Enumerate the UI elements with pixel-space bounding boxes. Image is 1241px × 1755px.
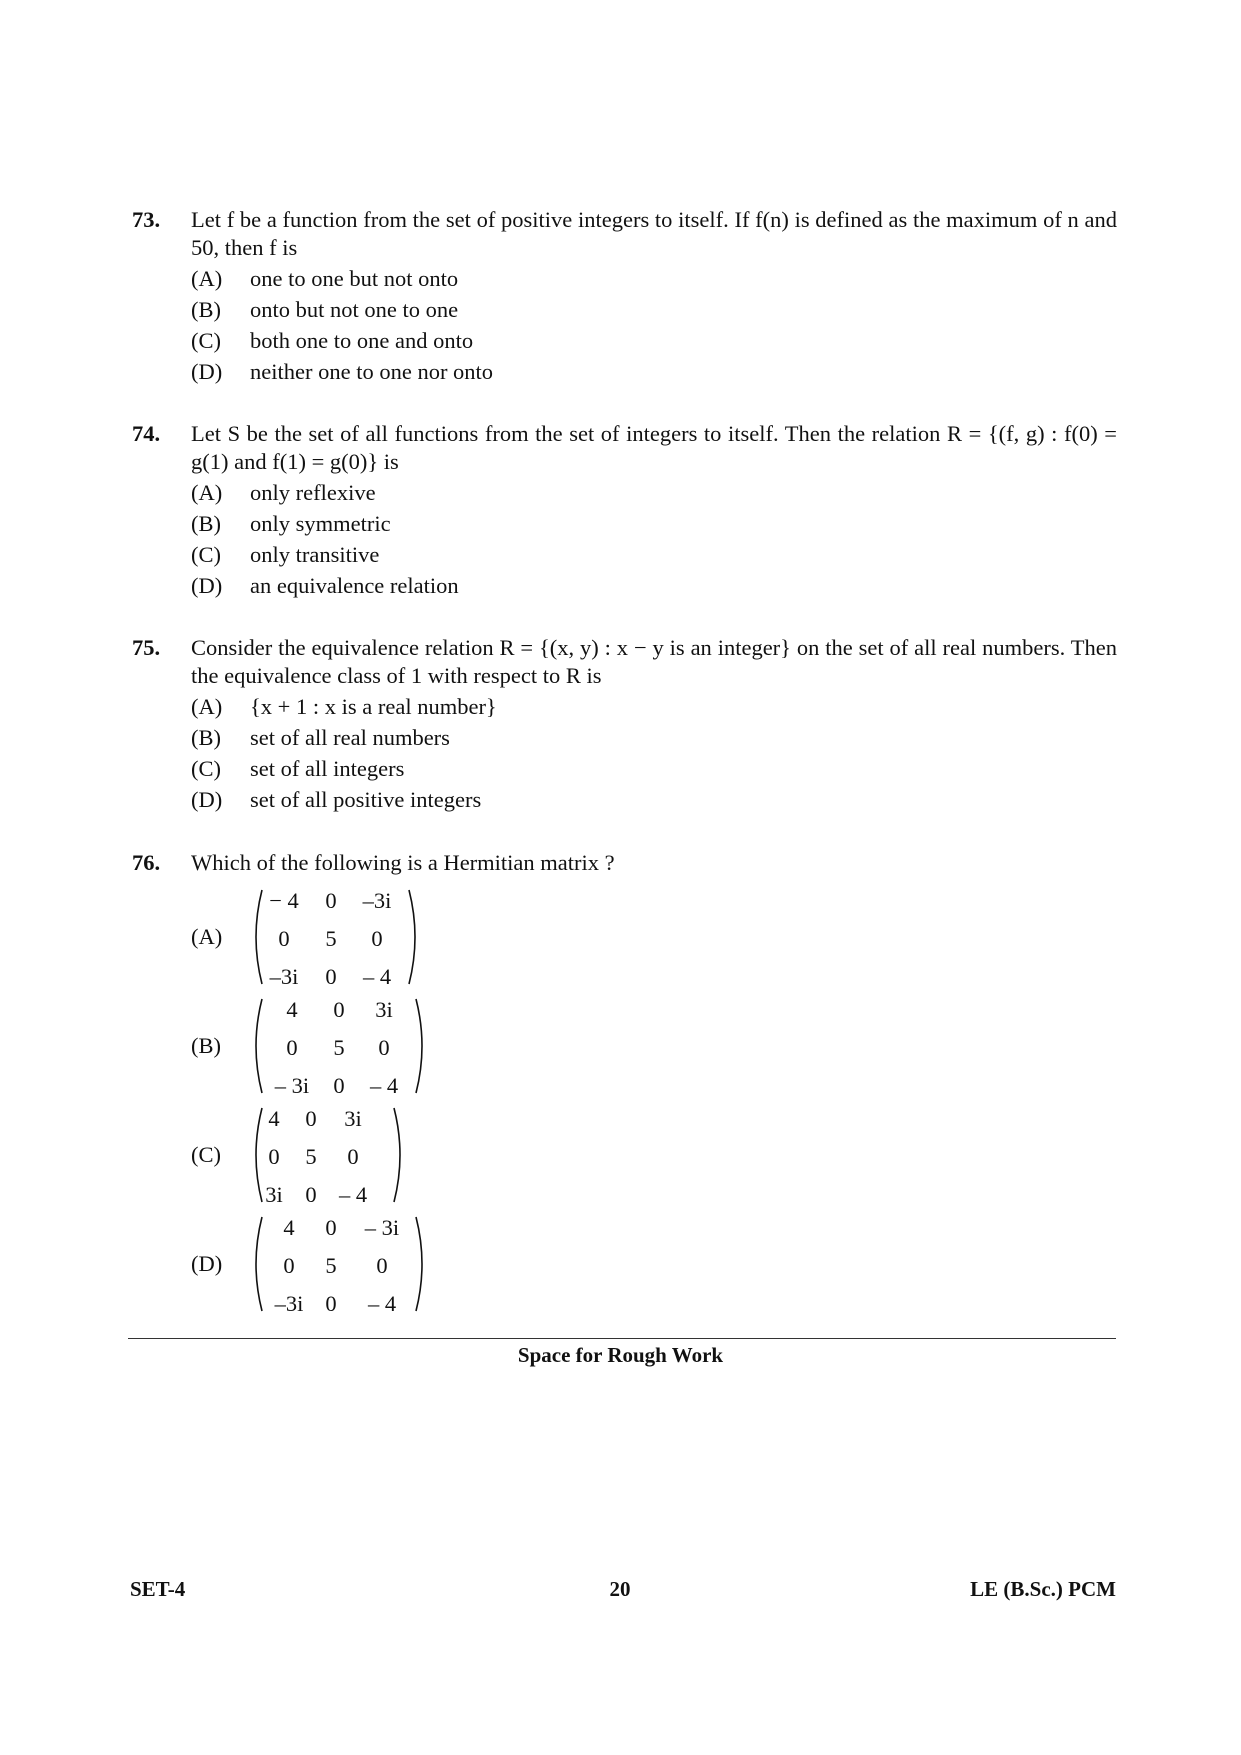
matrix-cell: 0 bbox=[325, 888, 337, 913]
option-label: (B) bbox=[191, 297, 221, 322]
question-number: 73. bbox=[132, 207, 161, 232]
matrix-cell: 0 bbox=[325, 1291, 337, 1316]
option-label: (A) bbox=[191, 924, 223, 949]
matrix-cell: 0 bbox=[333, 997, 345, 1022]
option-text: onto but not one to one bbox=[250, 297, 459, 322]
option-d bbox=[191, 572, 1117, 603]
option-text: {x + 1 : x is a real number} bbox=[250, 694, 497, 719]
matrix-cell: –3i bbox=[269, 964, 299, 989]
matrix-cell: 0 bbox=[371, 926, 383, 951]
matrix-cell: 0 bbox=[305, 1182, 317, 1207]
divider bbox=[128, 1338, 1116, 1339]
matrix-cell: 4 bbox=[286, 997, 298, 1022]
matrix-cell: 0 bbox=[325, 1215, 337, 1240]
question-text: Which of the following is a Hermitian matrix ? bbox=[191, 850, 615, 875]
matrix-option-d bbox=[191, 1215, 491, 1316]
footer-right: LE (B.Sc.) PCM bbox=[970, 1577, 1116, 1601]
option-label: (D) bbox=[191, 359, 223, 384]
option-c bbox=[191, 541, 1117, 572]
matrix-cell: 0 bbox=[278, 926, 290, 951]
question-text: Consider the equivalence relation R = {(x, y) : x − y is an integer} on the set of all real numbers. Then the equivalence class of 1 with respect to R is bbox=[191, 635, 1117, 688]
option-label: (C) bbox=[191, 542, 221, 567]
rough-work-heading: Space for Rough Work bbox=[517, 1343, 724, 1367]
option-label: (C) bbox=[191, 756, 221, 781]
option-label: (B) bbox=[191, 511, 221, 536]
option-text: set of all real numbers bbox=[250, 725, 450, 750]
option-label: (D) bbox=[191, 1251, 223, 1276]
right-paren bbox=[406, 888, 422, 986]
matrix-cell: 3i bbox=[265, 1182, 283, 1207]
matrix-cell: 3i bbox=[375, 997, 393, 1022]
matrix-cell: 0 bbox=[305, 1106, 317, 1131]
matrix-cell: 0 bbox=[286, 1035, 298, 1060]
left-paren bbox=[249, 997, 265, 1095]
option-label: (D) bbox=[191, 787, 223, 812]
matrix-cell: 0 bbox=[347, 1144, 359, 1169]
question-number: 76. bbox=[132, 850, 161, 875]
matrix-cell: –3i bbox=[274, 1291, 304, 1316]
option-b bbox=[191, 724, 1117, 755]
option-text: only transitive bbox=[250, 542, 380, 567]
option-d bbox=[191, 786, 1117, 817]
option-text: only reflexive bbox=[250, 480, 376, 505]
option-a bbox=[191, 693, 1117, 724]
question-text: Let S be the set of all functions from the set of integers to itself. Then the relation R = {(f, g) : f(0) = g(1) and f(1) = g(0)} is bbox=[191, 421, 1117, 474]
option-label: (C) bbox=[191, 328, 221, 353]
page-number: 20 bbox=[609, 1577, 631, 1601]
option-label: (A) bbox=[191, 266, 223, 291]
right-paren bbox=[391, 1106, 407, 1204]
matrix-cell: 5 bbox=[325, 926, 337, 951]
option-text: set of all positive integers bbox=[250, 787, 482, 812]
matrix-cell: 5 bbox=[333, 1035, 345, 1060]
option-d bbox=[191, 358, 1117, 389]
question-73 bbox=[132, 206, 1117, 389]
matrix-cell: 4 bbox=[283, 1215, 295, 1240]
option-c bbox=[191, 755, 1117, 786]
question-number: 74. bbox=[132, 421, 161, 446]
question-74 bbox=[132, 420, 1117, 603]
matrix-cell: – 4 bbox=[369, 1073, 399, 1098]
matrix-option-a bbox=[191, 888, 491, 989]
option-b bbox=[191, 510, 1117, 541]
matrix-cell: 0 bbox=[325, 964, 337, 989]
option-a bbox=[191, 265, 1117, 296]
question-number: 75. bbox=[132, 635, 161, 660]
right-paren bbox=[413, 997, 429, 1095]
option-label: (B) bbox=[191, 725, 221, 750]
option-label: (B) bbox=[191, 1033, 221, 1058]
matrix-cell: − 4 bbox=[269, 888, 299, 913]
matrix-cell: 0 bbox=[376, 1253, 388, 1278]
matrix-cell: 0 bbox=[283, 1253, 295, 1278]
right-paren bbox=[413, 1215, 429, 1313]
matrix-cell: – 3i bbox=[274, 1073, 310, 1098]
matrix-cell: – 4 bbox=[362, 964, 392, 989]
option-c bbox=[191, 327, 1117, 358]
matrix-cell: – 4 bbox=[367, 1291, 397, 1316]
question-76 bbox=[132, 849, 1117, 877]
matrix-cell: –3i bbox=[362, 888, 392, 913]
matrix-cell: 4 bbox=[268, 1106, 280, 1131]
option-text: only symmetric bbox=[250, 511, 391, 536]
option-label: (A) bbox=[191, 480, 223, 505]
matrix-cell: – 4 bbox=[338, 1182, 368, 1207]
question-75 bbox=[132, 634, 1117, 817]
matrix-cell: – 3i bbox=[364, 1215, 400, 1240]
option-text: one to one but not onto bbox=[250, 266, 459, 291]
matrix-cell: 5 bbox=[325, 1253, 337, 1278]
question-text: Let f be a function from the set of positive integers to itself. If f(n) is defined as the maximum of n and 50, then f is bbox=[191, 207, 1117, 260]
option-label: (D) bbox=[191, 573, 223, 598]
option-text: set of all integers bbox=[250, 756, 405, 781]
option-label: (A) bbox=[191, 694, 223, 719]
option-b bbox=[191, 296, 1117, 327]
matrix-cell: 5 bbox=[305, 1144, 317, 1169]
option-text: both one to one and onto bbox=[250, 328, 474, 353]
left-paren bbox=[249, 1215, 265, 1313]
matrix-cell: 0 bbox=[268, 1144, 280, 1169]
matrix-cell: 3i bbox=[344, 1106, 362, 1131]
matrix-cell: 0 bbox=[333, 1073, 345, 1098]
option-text: neither one to one nor onto bbox=[250, 359, 494, 384]
option-a bbox=[191, 479, 1117, 510]
matrix-option-b bbox=[191, 997, 491, 1098]
option-label: (C) bbox=[191, 1142, 221, 1167]
option-text: an equivalence relation bbox=[250, 573, 459, 598]
matrix-cell: 0 bbox=[378, 1035, 390, 1060]
matrix-option-c bbox=[191, 1106, 491, 1207]
footer-left: SET-4 bbox=[130, 1577, 186, 1601]
